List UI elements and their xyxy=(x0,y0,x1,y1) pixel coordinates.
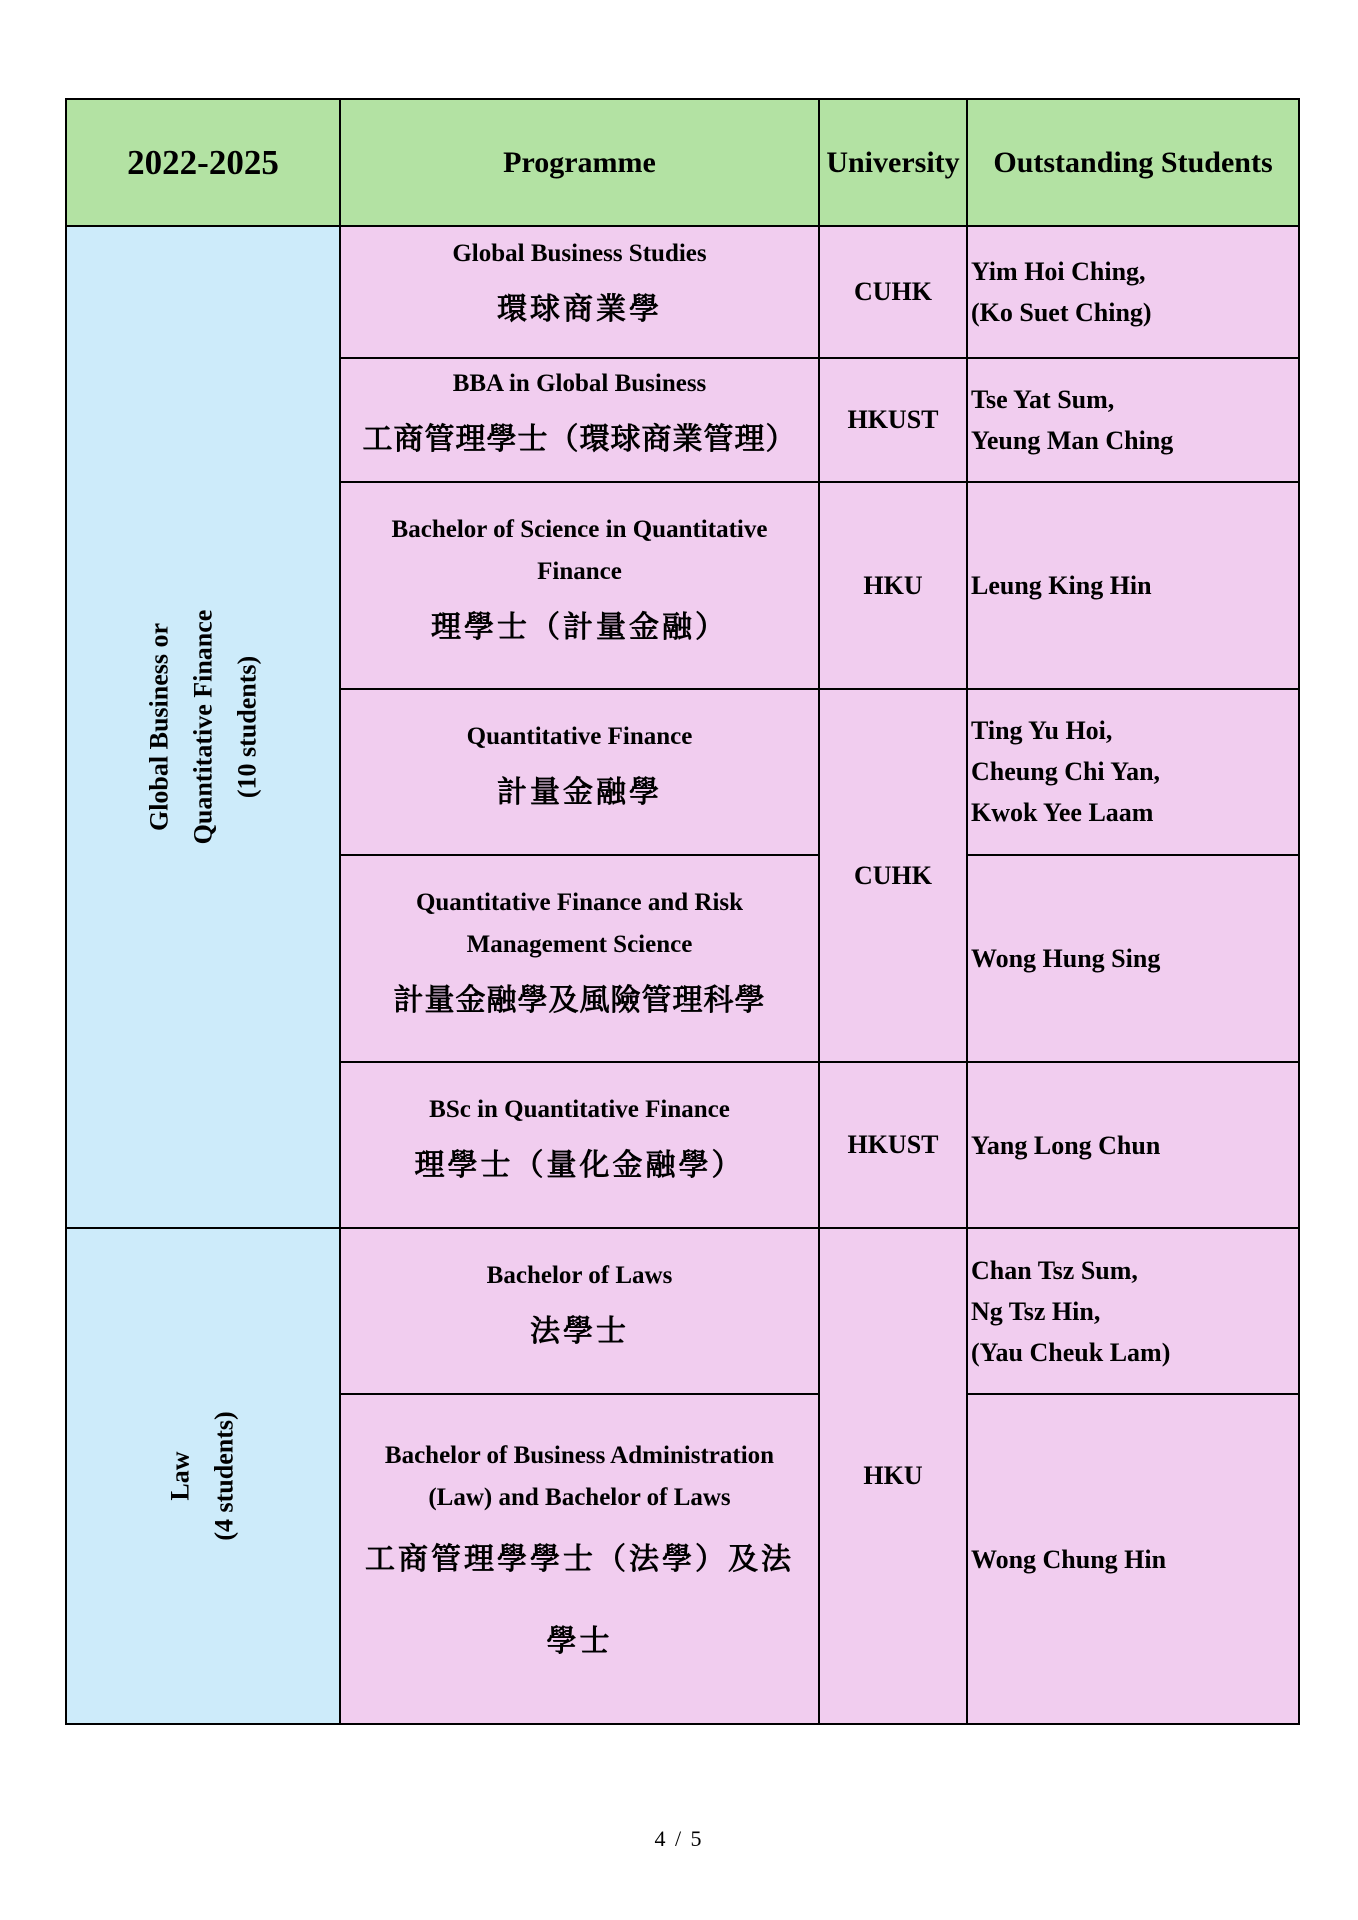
student-name: Yang Long Chun xyxy=(971,1130,1161,1160)
students-cell xyxy=(967,855,1299,1062)
student-name: Yim Hoi Ching, xyxy=(971,257,1146,286)
student-name: Kwok Yee Laam xyxy=(971,798,1154,827)
university-cell: CUHK xyxy=(819,689,967,1062)
students-cell xyxy=(967,482,1299,689)
student-name: Ng Tsz Hin, xyxy=(971,1296,1101,1326)
programme-name-en: Bachelor of Business Administration (Law) and Bachelor of Laws xyxy=(384,1442,775,1511)
programme-cell xyxy=(340,358,819,482)
category-line: Law xyxy=(165,1451,195,1501)
programme-name-en: Bachelor of Science in Quantitative Finance xyxy=(391,515,768,585)
students-cell xyxy=(967,358,1299,482)
programme-name-zh: 理學士（計量金融） xyxy=(431,609,728,645)
programme-cell xyxy=(340,226,819,358)
student-name: Leung King Hin xyxy=(971,571,1152,600)
student-name: Ting Yu Hoi, xyxy=(971,716,1113,745)
students-header: Outstanding Students xyxy=(967,99,1299,226)
student-name: (Yau Cheuk Lam) xyxy=(971,1337,1171,1367)
programme-name-zh: 理學士（量化金融學） xyxy=(414,1148,745,1183)
programme-name-zh: 計量金融學及風險管理科學 xyxy=(393,982,766,1018)
programme-name-en: Quantitative Finance and Risk Management Science xyxy=(415,888,744,958)
programme-cell xyxy=(340,482,819,689)
programme-name-en: BSc in Quantitative Finance xyxy=(429,1096,730,1123)
header-row xyxy=(66,99,1299,226)
university-cell: CUHK xyxy=(819,226,967,358)
programme-name-en: Global Business Studies xyxy=(452,240,707,267)
student-name: (Ko Suet Ching) xyxy=(971,298,1152,327)
students-cell xyxy=(967,1228,1299,1394)
programme-name-zh: 環球商業學 xyxy=(497,292,662,327)
programme-name-zh: 工商管理學學士（法學）及法學士 xyxy=(365,1542,794,1659)
category-label xyxy=(137,610,269,845)
table-row xyxy=(66,226,1299,358)
university-cell: HKU xyxy=(819,482,967,689)
category-line: (10 students) xyxy=(232,655,261,799)
university-cell: HKUST xyxy=(819,358,967,482)
student-name: Chan Tsz Sum, xyxy=(971,1255,1138,1285)
page-number: 4 / 5 xyxy=(654,1826,704,1851)
category-label xyxy=(159,1411,247,1540)
category-line: (4 students) xyxy=(209,1411,239,1541)
programme-cell xyxy=(340,855,819,1062)
results-table xyxy=(65,98,1300,1725)
programme-header: Programme xyxy=(340,99,819,226)
programme-cell xyxy=(340,1394,819,1724)
category-cell-law xyxy=(66,1228,340,1724)
programme-name-en: Bachelor of Laws xyxy=(486,1262,673,1289)
category-cell-global-business xyxy=(66,226,340,1228)
category-line: Global Business or xyxy=(144,622,173,832)
students-cell xyxy=(967,689,1299,855)
programme-cell xyxy=(340,689,819,855)
student-name: Wong Chung Hin xyxy=(971,1544,1167,1574)
student-name: Cheung Chi Yan, xyxy=(971,757,1161,786)
table-row xyxy=(66,1228,1299,1394)
programme-name-en: BBA in Global Business xyxy=(452,370,707,397)
student-name: Yeung Man Ching xyxy=(971,426,1174,455)
programme-name-zh: 計量金融學 xyxy=(497,775,662,810)
category-line: Quantitative Finance xyxy=(188,609,217,845)
student-name: Wong Hung Sing xyxy=(971,944,1161,973)
year-header: 2022-2025 xyxy=(66,99,340,226)
programme-cell xyxy=(340,1228,819,1394)
students-cell xyxy=(967,1062,1299,1228)
university-cell: HKUST xyxy=(819,1062,967,1228)
university-header: University xyxy=(819,99,967,226)
university-cell: HKU xyxy=(819,1228,967,1724)
students-cell xyxy=(967,1394,1299,1724)
programme-name-zh: 法學士 xyxy=(530,1314,629,1349)
programme-name-en: Quantitative Finance xyxy=(466,723,693,750)
programme-name-zh: 工商管理學士（環球商業管理） xyxy=(362,422,797,457)
students-cell xyxy=(967,226,1299,358)
student-name: Tse Yat Sum, xyxy=(971,385,1115,414)
programme-cell xyxy=(340,1062,819,1228)
